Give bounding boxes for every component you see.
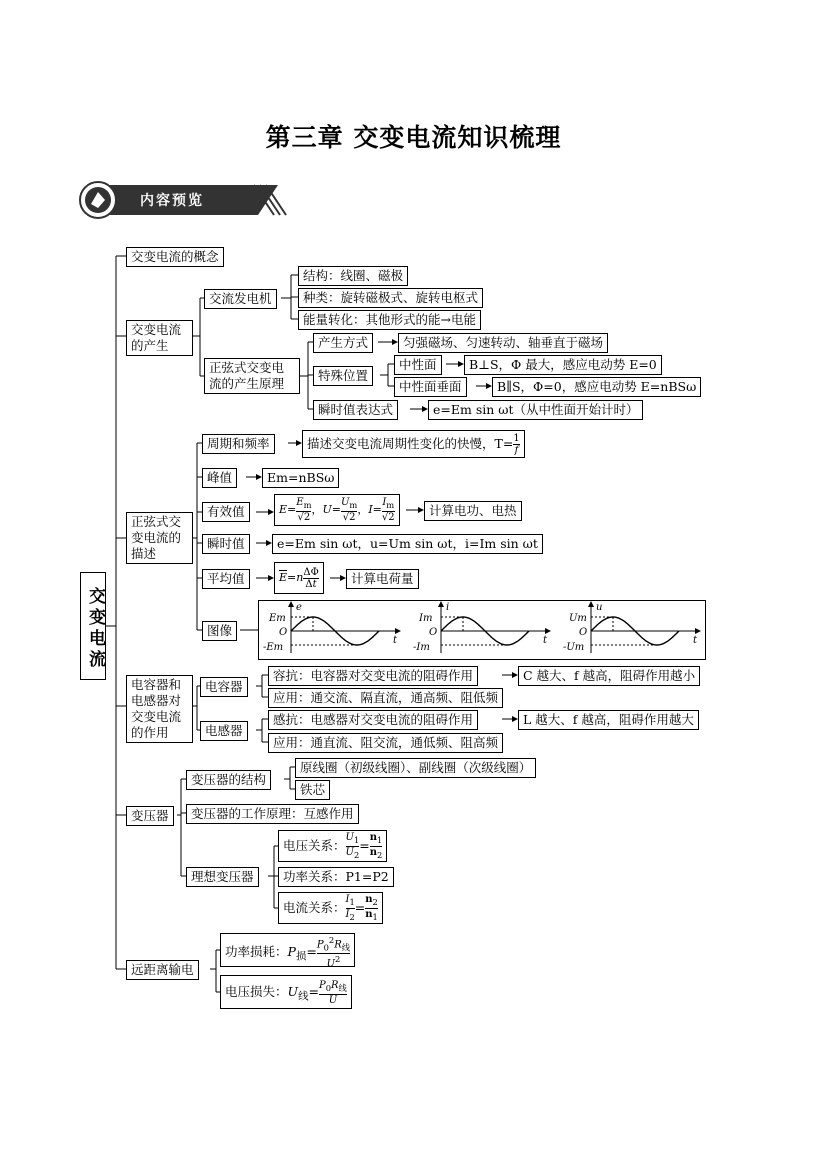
node-tr-principle: 变压器的工作原理：互感作用 bbox=[186, 804, 359, 824]
node-ind-use: 应用：通直流、阻交流，通低频、阻高频 bbox=[268, 733, 503, 753]
voltage-loss-label: 电压损失： bbox=[225, 984, 288, 999]
graph-origin-label: O bbox=[429, 627, 438, 638]
node-gen-energy: 能量转化：其他形式的能→电能 bbox=[298, 310, 481, 330]
node-effective-use: 计算电功、电热 bbox=[424, 501, 522, 521]
graph-value-arrow bbox=[438, 601, 444, 607]
node-instant: 瞬时值 bbox=[202, 534, 250, 554]
node-neutral-perp: 中性面垂面 bbox=[394, 377, 467, 397]
node-period: 周期和频率 bbox=[202, 434, 275, 454]
node-inductor: 电感器 bbox=[200, 721, 248, 741]
node-method: 产生方式 bbox=[313, 333, 373, 353]
node-peak: 峰值 bbox=[202, 468, 237, 488]
node-tr-coils: 原线圈（初级线圈）、副线圈（次级线圈） bbox=[295, 758, 536, 778]
node-instant-expr: 瞬时值表达式 bbox=[313, 400, 398, 420]
node-effective-formula: E= $\frac{E_m}{√2}$ ，U= $\frac{U_m}{√2}$ ，I= $\frac{I_m}{√2}$ bbox=[274, 494, 400, 526]
node-ind-react-res: L 越大、f 越高，阻碍作用越大 bbox=[518, 710, 699, 730]
node-cap-use: 应用：通交流、隔直流，通高频、阻低频 bbox=[268, 688, 503, 708]
graph-neg-label: -Em bbox=[263, 642, 284, 653]
node-description: 正弦式交变电流的描述 bbox=[126, 512, 193, 564]
node-current-rel: 电流关系： $\frac{I_1}{I_2}$ = $\frac{n_2}{n_1}$ bbox=[278, 892, 383, 924]
node-effective: 有效值 bbox=[202, 502, 250, 522]
node-ind-react: 感抗：电感器对交变电流的阻碍作用 bbox=[268, 710, 478, 730]
node-sine-principle: 正弦式交变电流的产生原理 bbox=[204, 358, 300, 394]
node-method-desc: 匀强磁场、匀速转动、轴垂直于磁场 bbox=[398, 333, 608, 353]
node-concept: 交变电流的概念 bbox=[126, 247, 224, 267]
graph-axis-label: i bbox=[446, 602, 450, 613]
node-capacitor: 电容器 bbox=[200, 677, 248, 697]
node-cap-react-res: C 越大、f 越高，阻碍作用越小 bbox=[518, 666, 700, 686]
graph-t-arrow bbox=[695, 628, 701, 634]
node-generator: 交流发电机 bbox=[204, 289, 277, 309]
graph-origin-label: O bbox=[579, 627, 588, 638]
node-instant-expr-val: e=Em sin ωt（从中性面开始计时） bbox=[428, 400, 643, 420]
node-ideal-tr: 理想变压器 bbox=[186, 867, 259, 887]
node-average-use: 计算电荷量 bbox=[346, 569, 419, 589]
graph-peak-label: Um bbox=[569, 613, 587, 624]
graph-axis-label: e bbox=[296, 602, 302, 613]
node-tr-structure: 变压器的结构 bbox=[186, 770, 271, 790]
node-special-pos: 特殊位置 bbox=[313, 366, 373, 386]
current-rel-label: 电流关系： bbox=[283, 900, 346, 915]
graph-neg-label: -Um bbox=[563, 642, 585, 653]
power-loss-label: 功率损耗： bbox=[225, 943, 288, 959]
node-cap-ind: 电容器和电感器对交变电流的作用 bbox=[126, 675, 193, 743]
node-power-rel: 功率关系：P1=P2 bbox=[278, 867, 394, 887]
node-voltage-rel: 电压关系： $\frac{U_1}{U_2}$ = $\frac{n_1}{n_2}$ bbox=[278, 830, 387, 862]
graph-axis-label: u bbox=[596, 602, 603, 613]
node-gen-structure: 结构：线圈、磁极 bbox=[298, 266, 408, 286]
period-fraction: $\frac{1}{f}$ bbox=[513, 433, 520, 456]
graph-t-arrow bbox=[395, 628, 401, 634]
node-average: 平均值 bbox=[202, 569, 250, 589]
banner-label: 内容预览 bbox=[140, 193, 204, 209]
node-peak-val: Em=nBSω bbox=[262, 468, 339, 488]
node-cap-react: 容抗：电容器对交变电流的阻碍作用 bbox=[268, 666, 478, 686]
graph-value-arrow bbox=[288, 601, 294, 607]
node-power-loss: 功率损耗：$P_损=$ $\frac{P_0^2R_线}{U^2}$ bbox=[220, 933, 355, 967]
page-title: 第三章 交变电流知识梳理 bbox=[265, 123, 562, 152]
node-neutral-perp-desc: B∥S，Φ=0，感应电动势 E=nBSω bbox=[492, 377, 701, 397]
node-period-desc bbox=[302, 430, 525, 458]
graph-peak-label: Im bbox=[419, 613, 433, 624]
waveform-panel bbox=[258, 600, 706, 660]
graph-origin-label: O bbox=[279, 627, 288, 638]
node-average-formula: $\overline{E}=n$ $\frac{\Delta\Phi}{\Delta t}$ bbox=[274, 562, 324, 594]
node-neutral: 中性面 bbox=[394, 355, 442, 375]
graph-peak-label: Em bbox=[269, 613, 286, 624]
graph-t-label: t bbox=[693, 635, 698, 646]
waveform-svg bbox=[259, 601, 705, 659]
node-neutral-desc: B⊥S，Φ 最大，感应电动势 E=0 bbox=[464, 355, 662, 375]
graph-t-label: t bbox=[543, 635, 548, 646]
graph-t-label: t bbox=[393, 635, 398, 646]
graph-t-arrow bbox=[545, 628, 551, 634]
period-desc-text: 描述交变电流周期性变化的快慢，T= bbox=[307, 436, 514, 451]
node-instant-val: e=Em sin ωt，u=Um sin ωt，i=Im sin ωt bbox=[272, 534, 543, 554]
node-production: 交变电流的产生 bbox=[126, 320, 193, 356]
node-transmission: 远距离输电 bbox=[126, 960, 199, 980]
node-gen-kind: 种类：旋转磁极式、旋转电枢式 bbox=[298, 288, 483, 308]
voltage-rel-label: 电压关系： bbox=[283, 838, 346, 853]
node-transformer: 变压器 bbox=[126, 806, 174, 826]
graph-neg-label: -Im bbox=[413, 642, 430, 653]
node-graph: 图像 bbox=[202, 621, 237, 641]
graph-value-arrow bbox=[588, 601, 594, 607]
node-tr-core: 铁芯 bbox=[295, 780, 330, 800]
root-node: 交变电流 bbox=[80, 572, 106, 680]
node-voltage-loss: 电压损失：$U_线=$ $\frac{P_0R_线}{U}$ bbox=[220, 975, 352, 1009]
